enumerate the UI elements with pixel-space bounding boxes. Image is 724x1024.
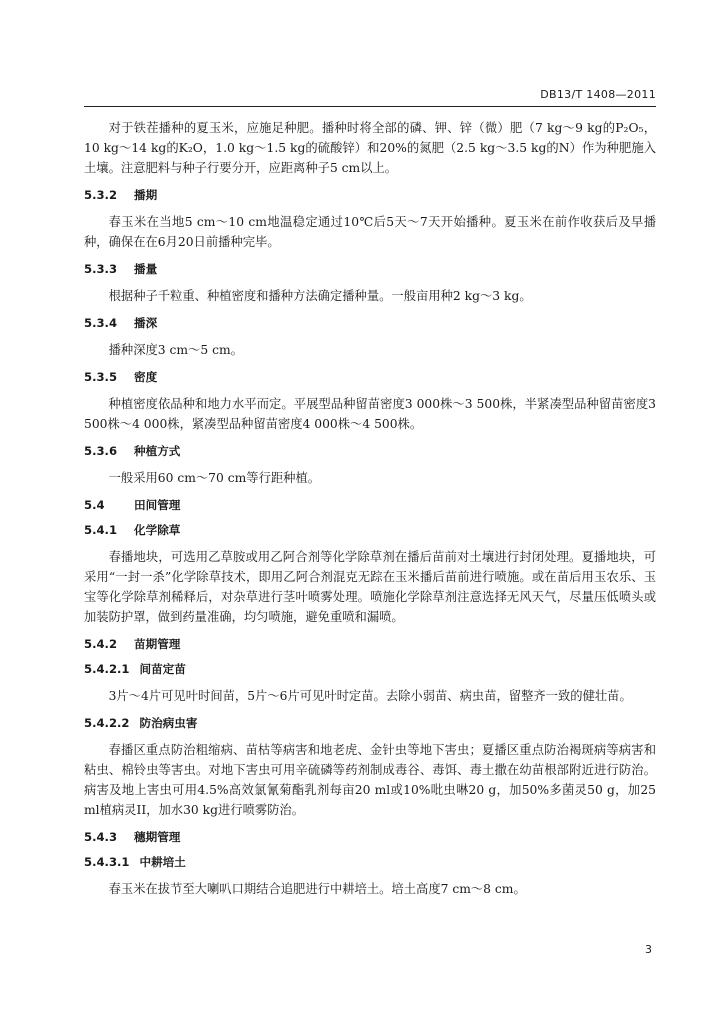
paragraph: 春播区重点防治粗缩病、苗枯等病害和地老虎、金针虫等地下害虫；夏播区重点防治褐斑病等病害和粘虫、棉铃虫等害虫。对地下害虫可用辛硫磷等药剂制成毒谷、毒饵、毒土撒在幼苗根部附近进行防治。病害及地上害虫可用4.5%高效氯氰菊酯乳剂每亩20 ml或10%吡虫啉20 g，加50%多菌灵50 g，加25 ml植病灵II，加水30 kg进行喷雾防治。: [84, 743, 656, 817]
section-title: 田间管理: [134, 498, 181, 512]
section-title: 间苗定苗: [139, 662, 186, 676]
section-heading: [84, 315, 656, 331]
section-number: 5.3.5: [84, 370, 118, 384]
section-title: 种植方式: [134, 444, 181, 458]
paragraph: 春播地块，可选用乙草胺或用乙阿合剂等化学除草剂在播后苗前对土壤进行封闭处理。夏播地块，可采用“一封一杀”化学除草技术，即用乙阿合剂混克无踪在玉米播后苗前进行喷施。或在苗后用玉农乐、玉宝等化学除草剂稀释后，对杂草进行茎叶喷雾处理。喷施化学除草剂注意选择无风天气，尽量压低喷头或加装防护罩，做到药量准确，均匀喷施，避免重喷和漏喷。: [84, 550, 656, 624]
paragraph: 对于铁茬播种的夏玉米，应施足种肥。播种时将全部的磷、钾、锌（微）肥（7 kg～9 kg的P₂O₅，10 kg～14 kg的K₂O，1.0 kg～1.5 kg的硫酸锌）和20%的氮肥（2.5 kg～3.5 kg的N）作为种肥施入土壤。注意肥料与种子行要分开，应距离种子5 cm以上。: [84, 121, 656, 175]
section-title: 播深: [134, 316, 158, 330]
section-title: 中耕培土: [139, 855, 186, 869]
paragraph: 播种深度3 cm～5 cm。: [108, 343, 243, 357]
paragraph: 种植密度依品种和地力水平而定。平展型品种留苗密度3 000株～3 500株，半紧凑型品种留苗密度3 500株～4 000株，紧凑型品种留苗密度4 000株～4 500株。: [84, 397, 656, 431]
section-heading: [84, 443, 656, 459]
section-heading: [84, 369, 656, 385]
page-number: 3: [645, 943, 652, 956]
document-body: [84, 118, 656, 908]
section-heading: [84, 636, 656, 652]
section-title: 密度: [134, 370, 158, 384]
section-title: 播期: [134, 188, 158, 202]
section-heading: [84, 522, 656, 538]
paragraph: 一般采用60 cm～70 cm等行距种植。: [108, 471, 321, 485]
section-heading: [84, 497, 656, 513]
section-heading: [84, 261, 656, 277]
section-heading: [84, 661, 656, 677]
section-heading: [84, 829, 656, 845]
section-number: 5.4.3.1: [84, 855, 130, 869]
section-title: 穗期管理: [134, 830, 181, 844]
paragraph: 根据种子千粒重、种植密度和播种方法确定播种量。一般亩用种2 kg～3 kg。: [108, 289, 532, 303]
standard-number: DB13/T 1408—2011: [540, 88, 656, 101]
section-number: 5.4.1: [84, 523, 118, 537]
section-title: 化学除草: [134, 523, 181, 537]
paragraph: 春玉米在当地5 cm～10 cm地温稳定通过10℃后5天～7天开始播种。夏玉米在前作收获后及早播种，确保在在6月20日前播种完毕。: [84, 215, 656, 249]
section-number: 5.4: [84, 498, 105, 512]
section-number: 5.4.3: [84, 830, 118, 844]
paragraph: 3片～4片可见叶时间苗，5片～6片可见叶时定苗。去除小弱苗、病虫苗，留整齐一致的健壮苗。: [108, 689, 632, 703]
section-title: 防治病虫害: [139, 716, 198, 730]
section-number: 5.3.3: [84, 262, 118, 276]
section-number: 5.3.4: [84, 316, 118, 330]
section-number: 5.3.2: [84, 188, 118, 202]
section-heading: [84, 715, 656, 731]
section-title: 苗期管理: [134, 637, 181, 651]
section-title: 播量: [134, 262, 158, 276]
paragraph: 春玉米在拔节至大喇叭口期结合追肥进行中耕培土。培土高度7 cm～8 cm。: [108, 882, 526, 896]
header-rule: [84, 106, 656, 107]
section-number: 5.4.2.1: [84, 662, 130, 676]
section-heading: [84, 854, 656, 870]
section-heading: [84, 187, 656, 203]
section-number: 5.4.2.2: [84, 716, 130, 730]
section-number: 5.4.2: [84, 637, 118, 651]
section-number: 5.3.6: [84, 444, 118, 458]
